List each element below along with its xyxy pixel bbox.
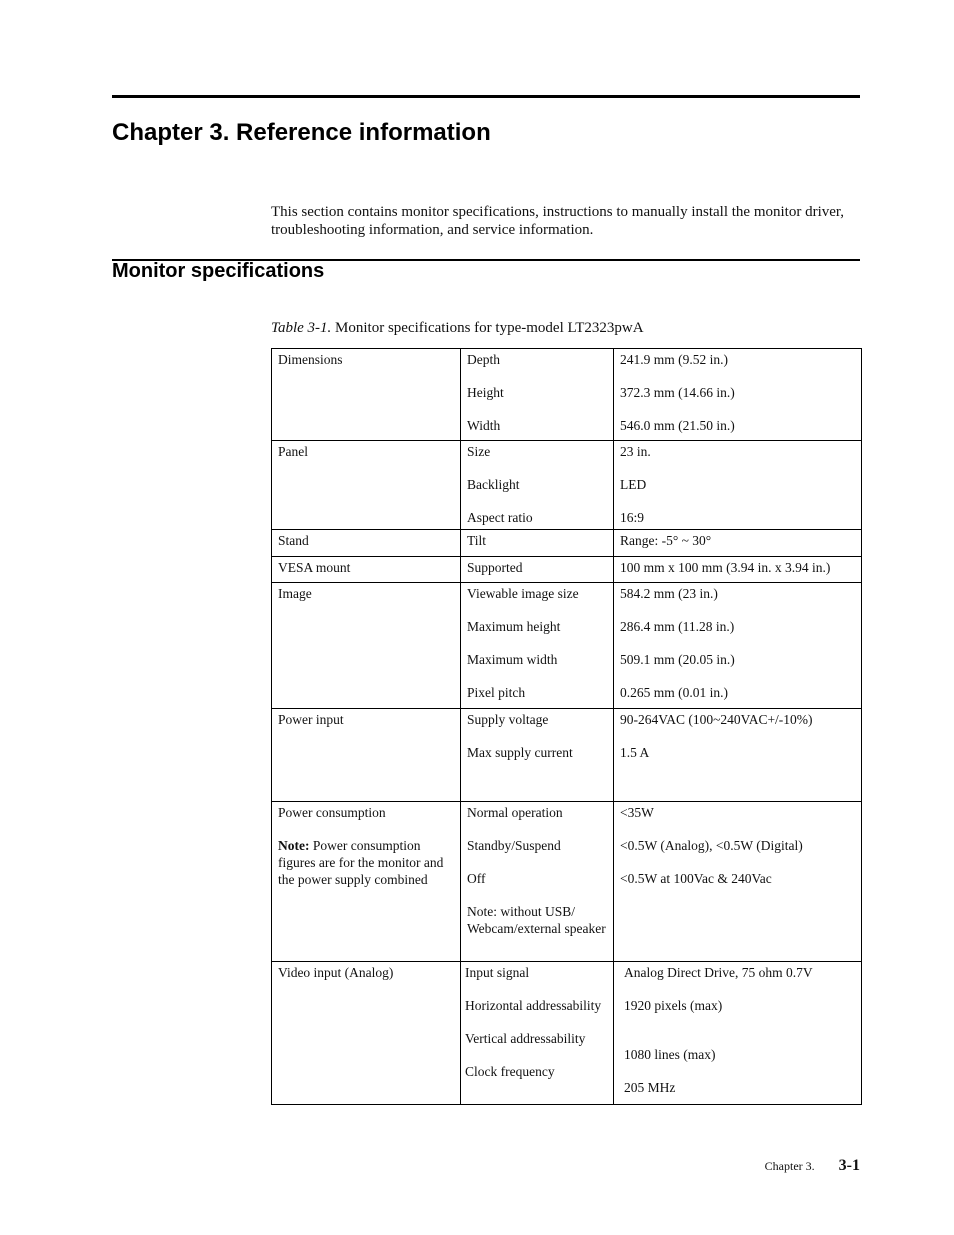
row-items: Input signal Horizontal addressability Vertical addressability Clock frequency [461,962,614,1105]
row-values: 23 in. LED 16:9 [614,441,862,530]
table-row [272,530,862,557]
row-category: Power input [272,709,461,802]
table-row [272,802,862,962]
table-row [272,709,862,802]
table-row [272,349,862,441]
row-category: Stand [272,530,461,557]
page-number: 3-1 [838,1157,860,1174]
row-category: Image [272,583,461,709]
row-items: Depth Height Width [461,349,614,441]
row-values: 241.9 mm (9.52 in.) 372.3 mm (14.66 in.) 546.0 mm (21.50 in.) [614,349,862,441]
spec-table [271,348,862,1105]
row-items: Normal operation Standby/Suspend Off Note: without USB/ Webcam/external speaker [461,802,614,962]
row-values: Analog Direct Drive, 75 ohm 0.7V 1920 pixels (max) 1080 lines (max) 205 MHz [614,962,862,1105]
row-values: 100 mm x 100 mm (3.94 in. x 3.94 in.) [614,557,862,583]
section-title: Monitor specifications [112,260,325,282]
row-items: Viewable image size Maximum height Maximum width Pixel pitch [461,583,614,709]
table-caption-label: Table 3-1. [271,320,332,336]
row-values: <35W <0.5W (Analog), <0.5W (Digital) <0.5W at 100Vac & 240Vac [614,802,862,962]
table-caption-text: Monitor specifications for type-model LT2323pwA [331,320,644,336]
row-items: Size Backlight Aspect ratio [461,441,614,530]
top-rule [112,95,860,98]
row-values: 584.2 mm (23 in.) 286.4 mm (11.28 in.) 509.1 mm (20.05 in.) 0.265 mm (0.01 in.) [614,583,862,709]
power-note: Note: Power consumption figures are for the monitor and the power supply combined [278,838,444,887]
row-values: 90-264VAC (100~240VAC+/-10%) 1.5 A [614,709,862,802]
row-items: Supply voltage Max supply current [461,709,614,802]
page-footer [765,1156,860,1176]
table-caption [271,319,644,337]
footer-chapter: Chapter 3. [764,1159,815,1173]
row-category: VESA mount [272,557,461,583]
row-category: Dimensions [272,349,461,441]
row-items: Tilt [461,530,614,557]
row-category: Panel [272,441,461,530]
row-values: Range: -5° ~ 30° [614,530,862,557]
table-row [272,583,862,709]
row-items: Supported [461,557,614,583]
table-row [272,557,862,583]
table-row [272,962,862,1105]
intro-paragraph: This section contains monitor specifications, instructions to manually install the monitor driver, troubleshooting information, and service information. [271,204,845,238]
chapter-title: Chapter 3. Reference information [112,119,491,146]
row-category: Power consumption Note: Power consumption figures are for the monitor and the power supply combined [272,802,461,962]
row-category: Video input (Analog) [272,962,461,1105]
table-row [272,441,862,530]
